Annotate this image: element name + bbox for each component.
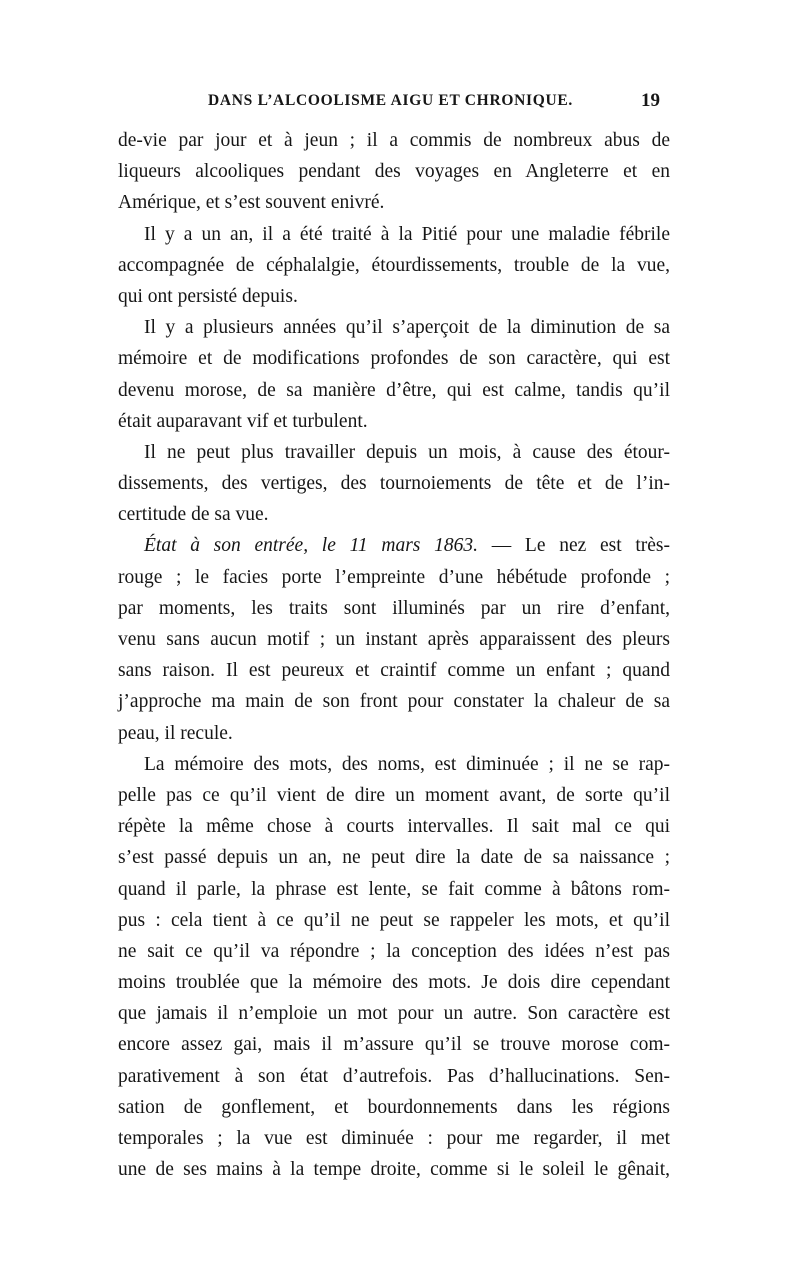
text-line: pus : cela tient à ce qu’il ne peut se rappeler les mots, et qu’il <box>118 909 670 931</box>
text-line: une de ses mains à la tempe droite, comme si le soleil le gênait, <box>118 1159 670 1181</box>
text-line: liqueurs alcooliques pendant des voyages en Angleterre et en <box>118 161 670 183</box>
text-line: peau, il recule. <box>118 722 233 744</box>
text-line: dissements, des vertiges, des tournoiements de tête et de l’in- <box>118 473 670 495</box>
text-line: j’approche ma main de son front pour constater la chaleur de sa <box>118 691 670 713</box>
paragraph-start-line: Il ne peut plus travailler depuis un mois, à cause des étour- <box>144 441 670 463</box>
paragraph-start-line: Il y a plusieurs années qu’il s’aperçoit de la diminution de sa <box>144 317 670 339</box>
text-line: temporales ; la vue est diminuée : pour me regarder, il met <box>118 1128 670 1149</box>
body-text <box>118 125 670 1185</box>
text-line: était auparavant vif et turbulent. <box>118 410 368 432</box>
text-line: pelle pas ce qu’il vient de dire un moment avant, de sorte qu’il <box>118 784 670 806</box>
running-head <box>120 92 660 118</box>
text-line: ne sait ce qu’il va répondre ; la conception des idées n’est pas <box>118 940 670 962</box>
text-line: sans raison. Il est peureux et craintif comme un enfant ; quand <box>118 660 670 682</box>
text-line: s’est passé depuis un an, ne peut dire la date de sa naissance ; <box>118 847 670 869</box>
text-line: moins troublée que la mémoire des mots. Je dois dire cependant <box>118 972 670 994</box>
text-line: parativement à son état d’autrefois. Pas d’hallucinations. Sen- <box>118 1065 670 1087</box>
text-line: rouge ; le facies porte l’empreinte d’une hébétude profonde ; <box>118 566 670 588</box>
text-line: que jamais il n’emploie un mot pour un autre. Son caractère est <box>118 1003 670 1025</box>
text-line: encore assez gai, mais il m’assure qu’il se trouve morose com- <box>118 1034 670 1056</box>
text-line: devenu morose, de sa manière d’être, qui est calme, tandis qu’il <box>118 379 670 401</box>
paragraph-start-line: La mémoire des mots, des noms, est diminuée ; il ne se rap- <box>144 753 670 775</box>
text-line: quand il parle, la phrase est lente, se fait comme à bâtons rom- <box>118 878 670 900</box>
text-line: accompagnée de céphalalgie, étourdissements, trouble de la vue, <box>118 254 670 276</box>
paragraph-start-line <box>118 530 670 561</box>
text-line: Amérique, et s’est souvent enivré. <box>118 192 385 214</box>
text-line: mémoire et de modifications profondes de son caractère, qui est <box>118 348 670 370</box>
text-run: — Le nez est très- <box>491 535 670 557</box>
page-number: 19 <box>641 90 660 111</box>
text-line: répète la même chose à courts intervalles. Il sait mal ce qui <box>118 816 670 838</box>
running-title: DANS L’ALCOOLISME AIGU ET CHRONIQUE. <box>208 92 573 109</box>
text-line: certitude de sa vue. <box>118 504 269 526</box>
text-line: de-vie par jour et à jeun ; il a commis de nombreux abus de <box>118 130 670 151</box>
text-line: sation de gonflement, et bourdonnements dans les régions <box>118 1096 670 1118</box>
text-line: qui ont persisté depuis. <box>118 285 298 307</box>
italic-heading: État à son entrée, le 11 mars 1863. <box>144 535 478 557</box>
text-line: par moments, les traits sont illuminés par un rire d’enfant, <box>118 597 670 619</box>
paragraph-start-line: Il y a un an, il a été traité à la Pitié pour une maladie fébrile <box>144 223 670 245</box>
text-line: venu sans aucun motif ; un instant après apparaissent des pleurs <box>118 629 670 650</box>
